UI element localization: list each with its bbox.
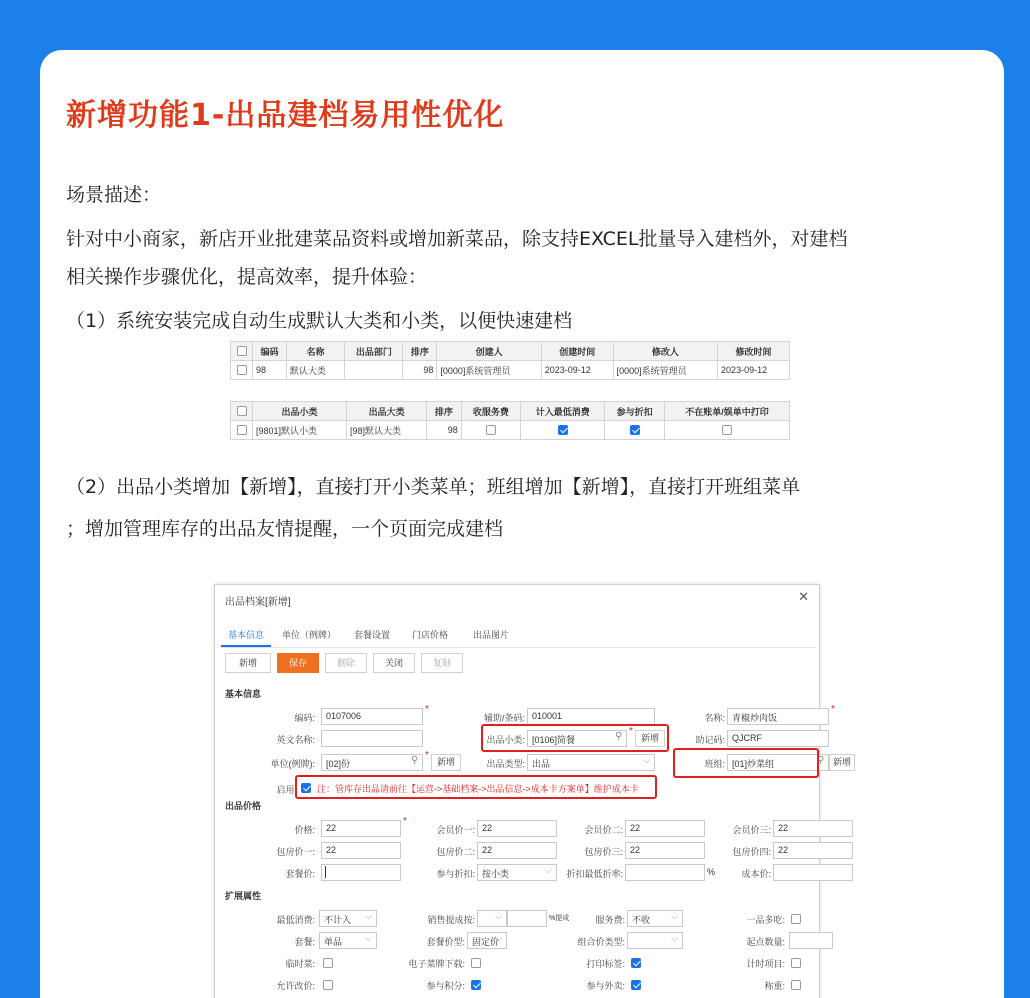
group-price-type-label: 组合价类型:	[577, 937, 625, 947]
room-price-2-label: 包房价二:	[436, 847, 475, 857]
member-price-2-label: 会员价二:	[584, 825, 623, 835]
edit-price-checkbox[interactable]	[323, 980, 333, 990]
points-checkbox[interactable]	[471, 980, 481, 990]
tab-store-price[interactable]: 门店价格	[411, 630, 448, 640]
commission-label: 销售提成按:	[427, 915, 475, 925]
product-type-select[interactable]: 出品 ⌵	[527, 754, 655, 771]
unit-label: 单位(例牌):	[270, 759, 315, 769]
required-mark: *	[425, 704, 429, 715]
delete-button[interactable]: 删除	[325, 653, 367, 673]
point-2-line-2: ；增加管理库存的出品友情提醒，一个页面完成建档	[66, 518, 504, 540]
timed-item-checkbox[interactable]	[791, 958, 801, 968]
service-fee-checkbox[interactable]	[486, 425, 496, 435]
cell-cat: [98]默认大类	[347, 421, 427, 440]
subcategory-new-button[interactable]: 新增	[635, 730, 665, 747]
group-price-type-select[interactable]	[627, 932, 683, 949]
min-spend-checkbox[interactable]	[558, 425, 568, 435]
required-mark: *	[425, 750, 429, 761]
subcategory-table	[230, 401, 790, 440]
required-mark: *	[403, 816, 407, 827]
col-dept: 出品部门	[345, 342, 403, 361]
name-input[interactable]: 青椒炒肉饭	[727, 708, 829, 725]
commission-input[interactable]	[507, 910, 547, 927]
col-subcat: 出品小类	[253, 402, 347, 421]
member-price-1-label: 会员价一:	[436, 825, 475, 835]
member-price-3-input[interactable]: 22	[773, 820, 853, 837]
tab-basic-info[interactable]: 基本信息	[221, 623, 271, 647]
combo-price-type-select[interactable]: 固定价 ⌵	[467, 932, 507, 949]
set-price-label: 套餐价:	[285, 869, 315, 879]
combo-select[interactable]: 单品 ⌵	[319, 932, 377, 949]
multi-serve-label: 一品多吃:	[746, 915, 785, 925]
points-label: 参与积分:	[426, 981, 465, 991]
takeout-checkbox[interactable]	[631, 980, 641, 990]
no-print-checkbox[interactable]	[722, 425, 732, 435]
col-code: 编码	[253, 342, 287, 361]
cell-name: 默认大类	[286, 361, 344, 380]
unit-new-button[interactable]: 新增	[431, 754, 461, 771]
content-card	[40, 50, 1004, 998]
required-mark: *	[831, 704, 835, 715]
table-row[interactable]	[231, 361, 790, 380]
min-discount-input[interactable]	[625, 864, 705, 881]
col-min-spend: 计入最低消费	[521, 402, 605, 421]
tab-divider	[221, 647, 815, 648]
e-menu-download-checkbox[interactable]	[471, 958, 481, 968]
team-label: 班组:	[704, 759, 725, 769]
col-sort: 排序	[427, 402, 462, 421]
combo-label: 套餐:	[294, 937, 315, 947]
mnemonic-label: 助记码:	[695, 735, 725, 745]
subcategory-input[interactable]: [0106]简餐	[527, 730, 627, 747]
col-modifier: 修改人	[613, 342, 717, 361]
col-service-fee: 收服务费	[461, 402, 520, 421]
search-icon[interactable]: ⚲	[411, 755, 419, 766]
commission-type-select[interactable]	[477, 910, 507, 927]
e-menu-download-label: 电子菜牌下载:	[408, 959, 465, 969]
english-name-label: 英文名称:	[276, 735, 315, 745]
point-1: （1）系统安装完成自动生成默认大类和小类，以便快速建档	[66, 310, 573, 332]
col-cat: 出品大类	[347, 402, 427, 421]
col-creator: 创建人	[437, 342, 541, 361]
discount-checkbox[interactable]	[630, 425, 640, 435]
cost-price-label: 成本价:	[741, 869, 771, 879]
col-discount: 参与折扣	[605, 402, 664, 421]
cell-modified-time: 2023-09-12	[718, 361, 790, 380]
weigh-checkbox[interactable]	[791, 980, 801, 990]
min-discount-label: 折扣最低折率:	[566, 869, 623, 879]
section-basic-info: 基本信息	[225, 689, 262, 699]
takeout-label: 参与外卖:	[586, 981, 625, 991]
barcode-input[interactable]: 010001	[527, 708, 655, 725]
point-2-line-1: （2）出品小类增加【新增】，直接打开小类菜单；班组增加【新增】，直接打开班组菜单	[66, 476, 801, 498]
start-qty-input[interactable]	[789, 932, 833, 949]
barcode-label: 辅助/条码:	[483, 713, 525, 723]
service-fee-label: 服务费:	[595, 915, 625, 925]
category-table	[230, 341, 790, 380]
unit-input[interactable]: [02]份	[321, 754, 423, 771]
multi-serve-checkbox[interactable]	[791, 914, 801, 924]
search-icon[interactable]: ⚲	[817, 755, 825, 766]
tab-combo[interactable]: 套餐设置	[353, 630, 390, 640]
service-fee-select[interactable]: 不收 ⌵	[627, 910, 683, 927]
english-name-input[interactable]	[321, 730, 423, 747]
product-type-label: 出品类型:	[486, 759, 525, 769]
team-new-button[interactable]: 新增	[829, 754, 855, 771]
min-spend-label: 最低消费:	[276, 915, 315, 925]
close-button[interactable]: 关闭	[373, 653, 415, 673]
col-sort: 排序	[403, 342, 437, 361]
cell-creator: [0000]系统管理员	[437, 361, 541, 380]
table-header-row	[231, 342, 790, 361]
cell-created-time: 2023-09-12	[541, 361, 613, 380]
page-title: 新增功能1-出品建档易用性优化	[66, 98, 505, 133]
copy-button[interactable]: 复制	[421, 653, 463, 673]
col-name: 名称	[286, 342, 344, 361]
highlight-box	[481, 724, 669, 752]
price-input[interactable]: 22	[321, 820, 401, 837]
discount-select[interactable]: 按小类 ⌵	[477, 864, 557, 881]
weigh-label: 称重:	[764, 981, 785, 991]
table-header-row	[231, 402, 790, 421]
cell-code: 98	[253, 361, 287, 380]
print-label-label: 打印标签:	[586, 959, 625, 969]
room-price-2-input[interactable]: 22	[477, 842, 557, 859]
table-row[interactable]	[231, 421, 790, 440]
room-price-3-label: 包房价三:	[584, 847, 623, 857]
col-modified-time: 修改时间	[718, 342, 790, 361]
code-label: 编码:	[294, 713, 315, 723]
team-input[interactable]: [01]炒菜组	[727, 754, 829, 771]
highlight-box	[673, 748, 819, 778]
temp-dish-checkbox[interactable]	[323, 958, 333, 968]
select-all-checkbox[interactable]	[237, 406, 247, 416]
room-price-3-input[interactable]: 22	[625, 842, 705, 859]
section-price: 出品价格	[225, 801, 262, 811]
edit-price-label: 允许改价:	[276, 981, 315, 991]
section-extended: 扩展属性	[225, 891, 262, 901]
set-price-input[interactable]	[321, 864, 401, 881]
select-all-checkbox[interactable]	[237, 346, 247, 356]
discount-label: 参与折扣:	[436, 869, 475, 879]
member-price-2-input[interactable]: 22	[625, 820, 705, 837]
description-line-2: 相关操作步骤优化，提高效率，提升体验：	[66, 266, 428, 288]
member-price-1-input[interactable]: 22	[477, 820, 557, 837]
room-price-4-input[interactable]: 22	[773, 842, 853, 859]
cell-subcat: [9801]默认小类	[253, 421, 347, 440]
mnemonic-input[interactable]: QJCRF	[727, 730, 829, 747]
cell-sort: 98	[403, 361, 437, 380]
row-checkbox[interactable]	[237, 365, 247, 375]
cost-price-input[interactable]	[773, 864, 853, 881]
tab-unit[interactable]: 单位（例牌）	[281, 630, 336, 640]
commission-unit: %提成	[549, 915, 570, 922]
code-input[interactable]: 0107006	[321, 708, 423, 725]
min-spend-select[interactable]: 不计入 ⌵	[319, 910, 377, 927]
scene-label: 场景描述：	[66, 184, 162, 206]
name-label: 名称:	[704, 713, 725, 723]
dialog-title: 出品档案[新增]	[225, 597, 291, 608]
cell-dept	[345, 361, 403, 380]
save-button[interactable]: 保存	[277, 653, 319, 673]
new-button[interactable]: 新增	[225, 653, 271, 673]
description-line-1: 针对中小商家，新店开业批建菜品资料或增加新菜品，除支持EXCEL批量导入建档外，对建档	[66, 228, 848, 250]
cell-modifier: [0000]系统管理员	[613, 361, 717, 380]
close-icon[interactable]: ✕	[798, 589, 809, 604]
text-cursor	[325, 866, 326, 878]
price-label: 价格:	[294, 825, 315, 835]
print-label-checkbox[interactable]	[631, 958, 641, 968]
product-archive-dialog	[214, 584, 851, 998]
room-price-1-input[interactable]: 22	[321, 842, 401, 859]
member-price-3-label: 会员价三:	[732, 825, 771, 835]
enable-label: 启用:	[276, 785, 297, 795]
room-price-1-label: 包房价一:	[276, 847, 315, 857]
percent-sign: %	[707, 867, 716, 877]
room-price-4-label: 包房价四:	[732, 847, 771, 857]
start-qty-label: 起点数量:	[746, 937, 785, 947]
col-created-time: 创建时间	[541, 342, 613, 361]
required-mark: *	[629, 726, 633, 737]
stock-notice: 注：管库存出品请前往【运营->基础档案->出品信息->成本卡方案单】维护成本卡	[317, 784, 639, 794]
col-no-print: 不在账单/娱单中打印	[664, 402, 789, 421]
tab-product-image[interactable]: 出品图片	[472, 630, 509, 640]
combo-price-type-label: 套餐价型:	[426, 937, 465, 947]
timed-item-label: 计时项目:	[746, 959, 785, 969]
subcategory-label: 出品小类:	[486, 735, 525, 745]
cell-sort: 98	[427, 421, 462, 440]
highlight-box	[295, 775, 657, 799]
temp-dish-label: 临时菜:	[285, 959, 315, 969]
search-icon[interactable]: ⚲	[615, 731, 623, 742]
row-checkbox[interactable]	[237, 425, 247, 435]
